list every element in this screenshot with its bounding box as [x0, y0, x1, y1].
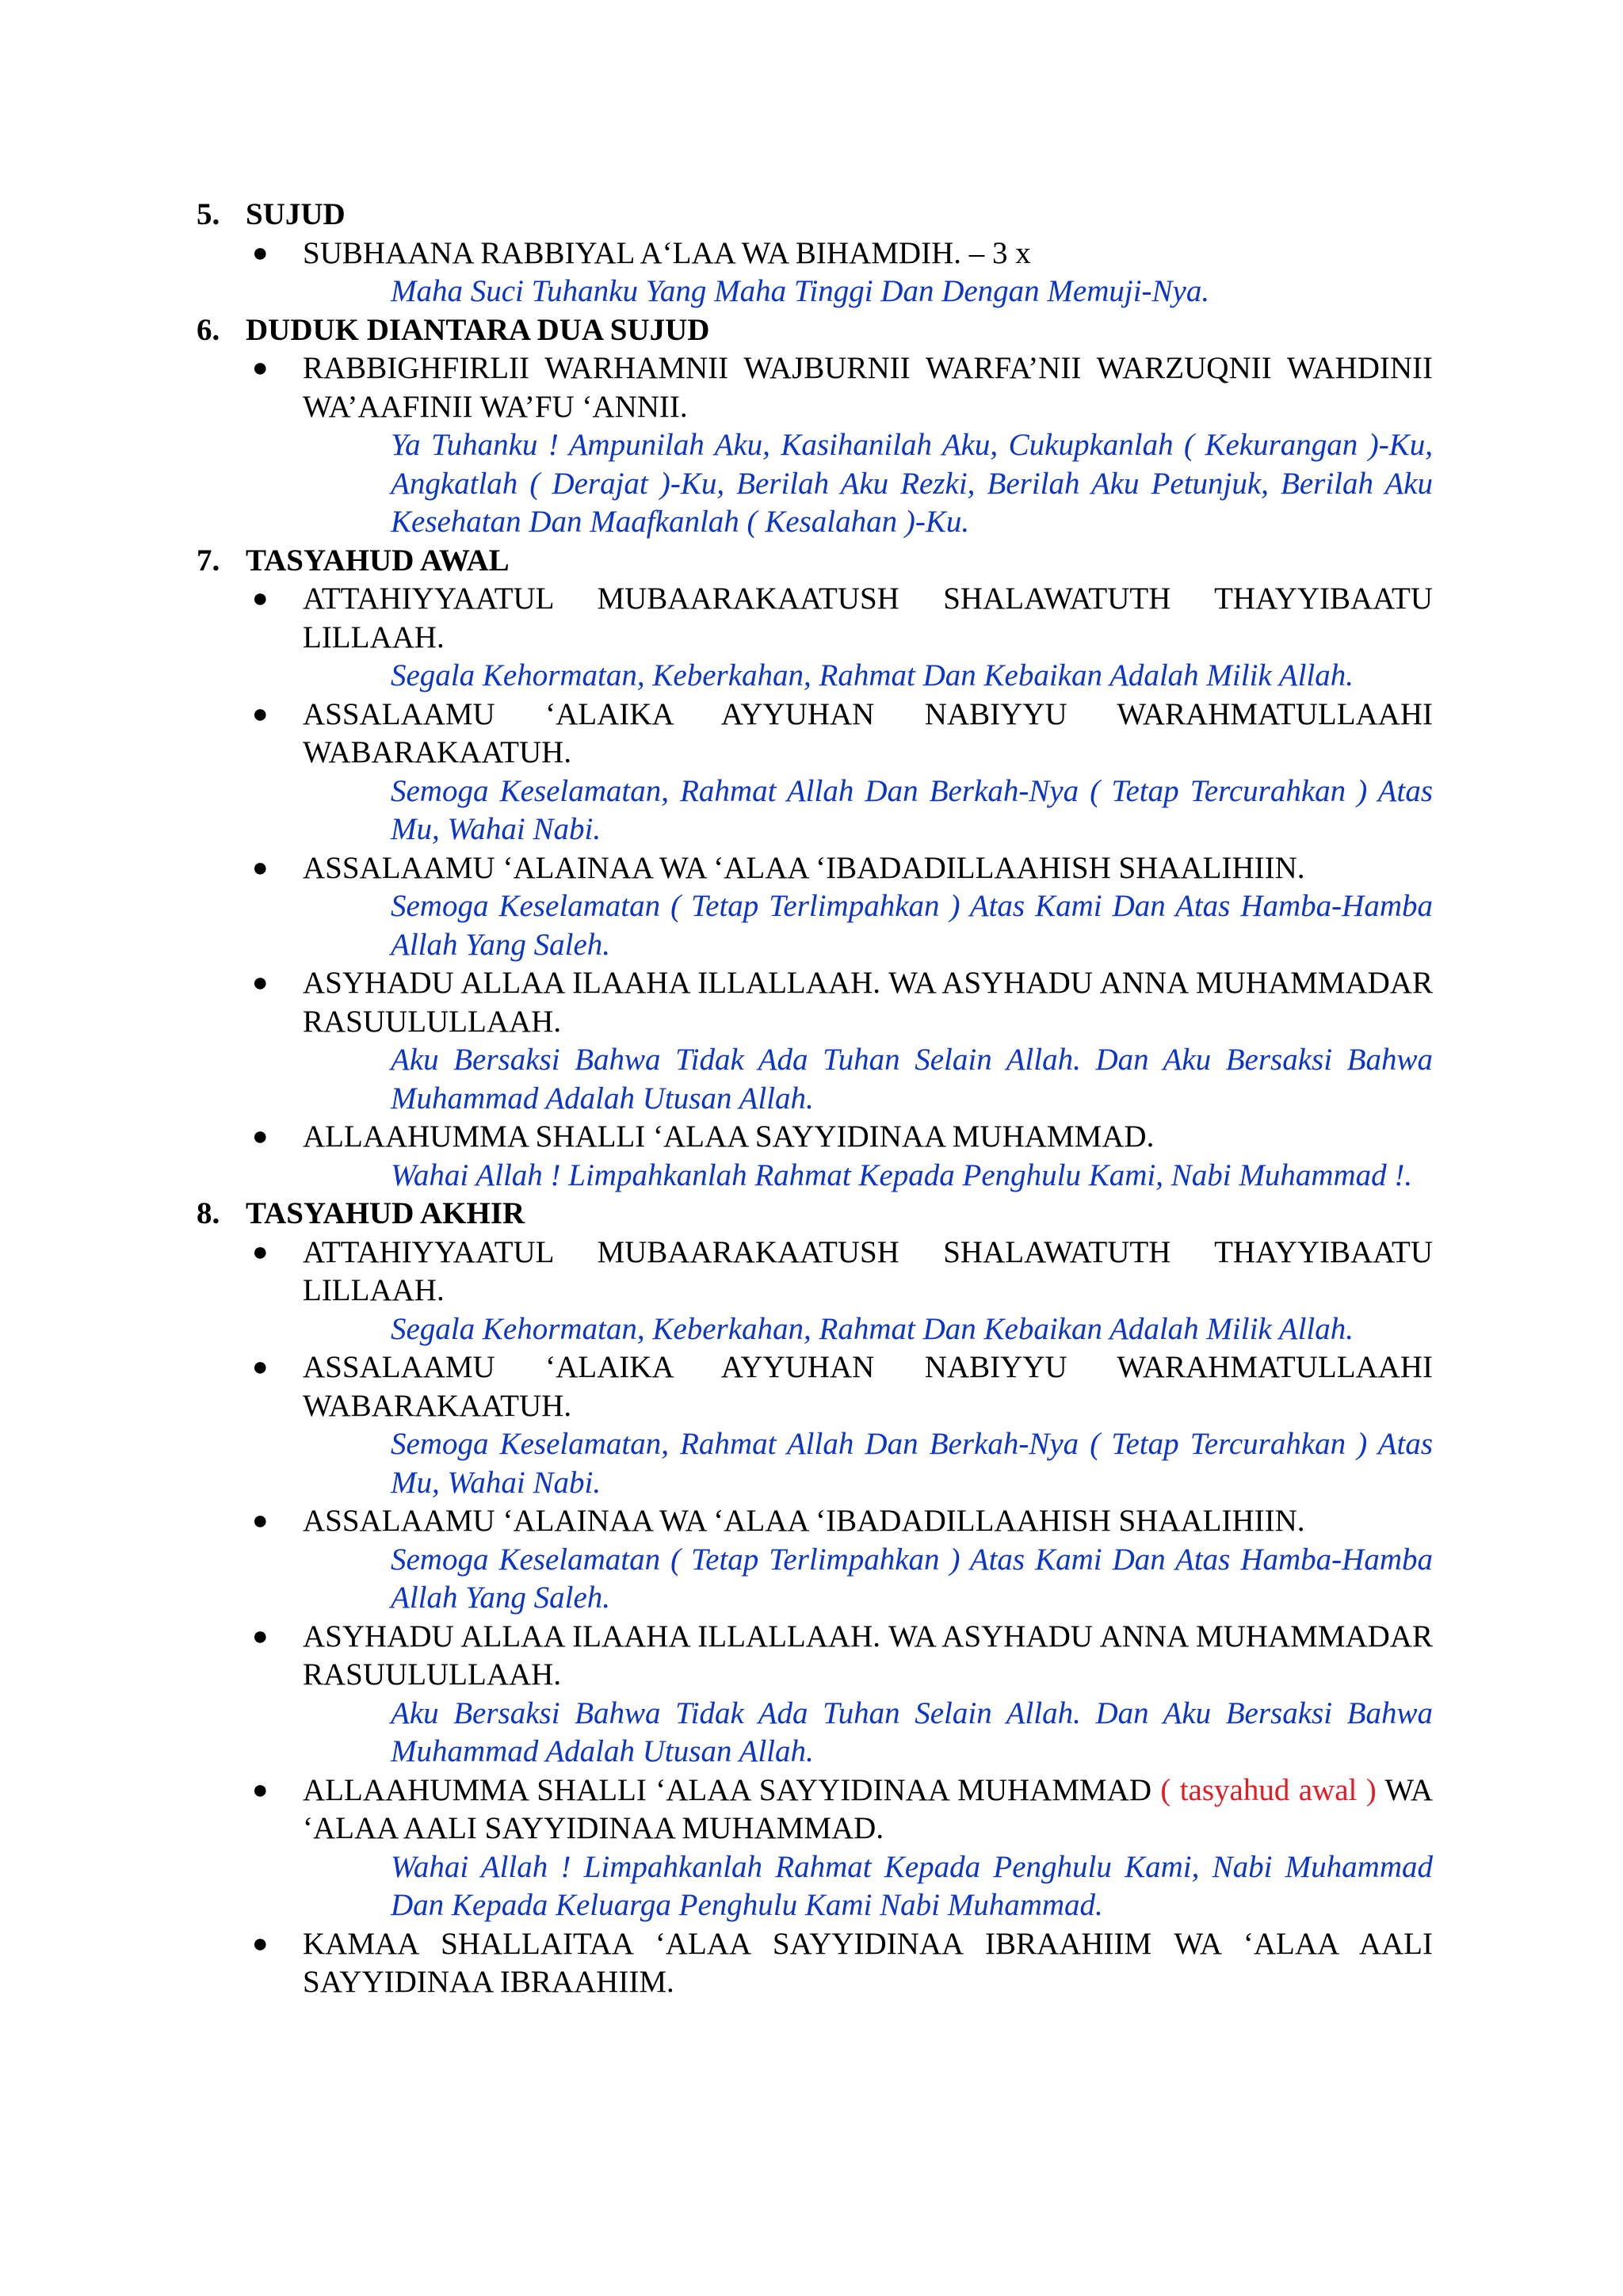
translation-text: Segala Kehormatan, Keberkahan, Rahmat Dan Kebaikan Adalah Milik Allah. [391, 1311, 1354, 1346]
arabic-recitation: SUBHAANA RABBIYAL A‘LAA WA BIHAMDIH. – 3 x [303, 235, 1031, 270]
translation-text: Ya Tuhanku ! Ampunilah Aku, Kasihanilah Aku, Cukupkanlah ( Kekurangan )-Ku, Angkatlah ( Derajat )-Ku, Berilah Aku Rezki, Berilah Aku Petunjuk, Berilah Aku Kesehatan Dan Maafkanlah ( Kesalahan )-Ku. [391, 428, 1433, 539]
arabic-recitation: ASYHADU ALLAA ILAAHA ILLALLAAH. WA ASYHADU ANNA MUHAMMADAR RASUULULLAAH. [303, 966, 1433, 1039]
bullet-icon: ● [252, 238, 269, 268]
bullet-icon: ● [252, 1506, 269, 1535]
list-item [252, 1118, 1433, 1157]
section-heading-tasyahud-akhir [197, 1195, 1433, 1234]
recitation-text-before: ALLAAHUMMA SHALLI ‘ALAA SAYYIDINAA MUHAMMAD [303, 1772, 1152, 1807]
list-item [252, 1925, 1433, 2002]
section-number: 7. [197, 543, 220, 578]
section-title: SUJUD [246, 197, 346, 231]
bullet-icon: ● [252, 968, 269, 997]
bullet-icon: ● [252, 1775, 269, 1805]
arabic-recitation [303, 1772, 1433, 1848]
bullet-icon: ● [252, 1352, 269, 1382]
arabic-recitation: ASYHADU ALLAA ILAAHA ILLALLAAH. WA ASYHADU ANNA MUHAMMADAR RASUULULLAAH. [303, 1619, 1433, 1691]
document-content [197, 196, 1433, 2002]
section-heading-sujud [197, 196, 1433, 235]
section-heading-tasyahud-awal [197, 542, 1433, 581]
tasyahud-note: ( tasyahud awal ) [1160, 1772, 1377, 1807]
section-number: 8. [197, 1196, 220, 1230]
list-item [252, 349, 1433, 426]
translation-text: Aku Bersaksi Bahwa Tidak Ada Tuhan Selain Allah. Dan Aku Bersaksi Bahwa Muhammad Adalah Utusan Allah. [391, 1695, 1433, 1768]
bullet-icon: ● [252, 1928, 269, 1958]
translation-text: Semoga Keselamatan ( Tetap Terlimpahkan ) Atas Kami Dan Atas Hamba-Hamba Allah Yang Saleh. [391, 889, 1433, 962]
section-title: DUDUK DIANTARA DUA SUJUD [246, 312, 710, 347]
arabic-recitation: RABBIGHFIRLII WARHAMNII WAJBURNII WARFA’NII WARZUQNII WAHDINII WA’AAFINII WA’FU ‘ANNII. [303, 351, 1433, 424]
section-title: TASYAHUD AWAL [246, 543, 510, 578]
bullet-icon: ● [252, 1122, 269, 1151]
translation-text: Aku Bersaksi Bahwa Tidak Ada Tuhan Selain Allah. Dan Aku Bersaksi Bahwa Muhammad Adalah Utusan Allah. [391, 1043, 1433, 1116]
bullet-icon: ● [252, 353, 269, 383]
bullet-icon: ● [252, 699, 269, 729]
list-item [252, 1502, 1433, 1541]
list-item [252, 235, 1433, 273]
list-item [252, 1772, 1433, 1848]
translation-text: Semoga Keselamatan, Rahmat Allah Dan Berkah-Nya ( Tetap Tercurahkan ) Atas Mu, Wahai Nabi. [391, 1427, 1433, 1500]
arabic-recitation: ASSALAAMU ‘ALAINAA WA ‘ALAA ‘IBADADILLAAHISH SHAALIHIIN. [303, 850, 1305, 885]
list-item [252, 580, 1433, 657]
translation-text: Wahai Allah ! Limpahkanlah Rahmat Kepada Penghulu Kami, Nabi Muhammad !. [391, 1158, 1413, 1192]
bullet-icon: ● [252, 852, 269, 883]
arabic-recitation: ASSALAAMU ‘ALAINAA WA ‘ALAA ‘IBADADILLAAHISH SHAALIHIIN. [303, 1504, 1305, 1538]
translation-text: Segala Kehormatan, Keberkahan, Rahmat Dan Kebaikan Adalah Milik Allah. [391, 658, 1354, 692]
translation-text: Wahai Allah ! Limpahkanlah Rahmat Kepada Penghulu Kami, Nabi Muhammad Dan Kepada Keluarga Penghulu Kami Nabi Muhammad. [391, 1849, 1433, 1922]
list-item [252, 1234, 1433, 1310]
list-item [252, 1618, 1433, 1695]
bullet-icon: ● [252, 584, 269, 613]
translation-text: Maha Suci Tuhanku Yang Maha Tinggi Dan Dengan Memuji-Nya. [391, 274, 1210, 308]
list-item [252, 964, 1433, 1041]
section-title: TASYAHUD AKHIR [246, 1196, 525, 1230]
arabic-recitation: KAMAA SHALLAITAA ‘ALAA SAYYIDINAA IBRAAHIIM WA ‘ALAA AALI SAYYIDINAA IBRAAHIIM. [303, 1926, 1433, 1999]
arabic-recitation: ATTAHIYYAATUL MUBAARAKAATUSH SHALAWATUTH THAYYIBAATU LILLAAH. [303, 582, 1433, 654]
section-number: 6. [197, 312, 220, 347]
translation-text: Semoga Keselamatan ( Tetap Terlimpahkan ) Atas Kami Dan Atas Hamba-Hamba Allah Yang Saleh. [391, 1542, 1433, 1615]
translation-text: Semoga Keselamatan, Rahmat Allah Dan Berkah-Nya ( Tetap Tercurahkan ) Atas Mu, Wahai Nabi. [391, 773, 1433, 846]
arabic-recitation: ASSALAAMU ‘ALAIKA AYYUHAN NABIYYU WARAHMATULLAAHI WABARAKAATUH. [303, 1350, 1433, 1423]
list-item [252, 696, 1433, 772]
section-number: 5. [197, 197, 220, 231]
recitation-text-after: WA ‘ALAA AALI SAYYIDINAA MUHAMMAD. [303, 1772, 1433, 1845]
list-item [252, 1348, 1433, 1425]
arabic-recitation: ALLAAHUMMA SHALLI ‘ALAA SAYYIDINAA MUHAMMAD. [303, 1119, 1155, 1154]
bullet-icon: ● [252, 1621, 269, 1651]
list-item [252, 849, 1433, 888]
arabic-recitation: ATTAHIYYAATUL MUBAARAKAATUSH SHALAWATUTH THAYYIBAATU LILLAAH. [303, 1234, 1433, 1307]
bullet-icon: ● [252, 1237, 269, 1267]
arabic-recitation: ASSALAAMU ‘ALAIKA AYYUHAN NABIYYU WARAHMATULLAAHI WABARAKAATUH. [303, 696, 1433, 769]
section-heading-duduk [197, 311, 1433, 350]
